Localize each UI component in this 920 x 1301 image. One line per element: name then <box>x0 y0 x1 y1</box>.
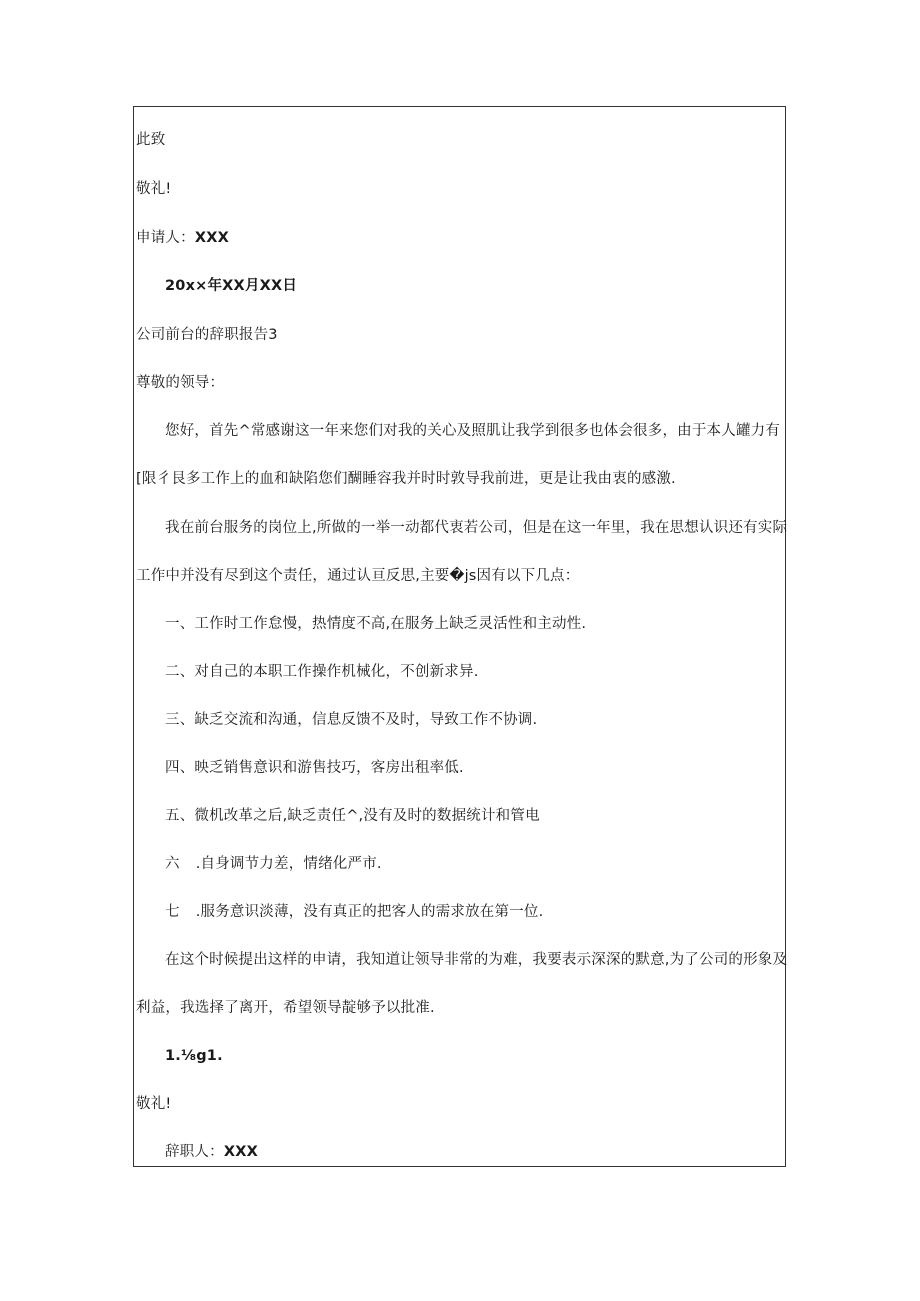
list-item-7 <box>165 902 543 922</box>
garbled-line: 1.⅛g1. <box>165 1048 223 1064</box>
list-item-6-text: .自身调节力差，情绪化严市. <box>195 856 382 872</box>
paragraph-1-line-2: [限彳艮多工作上的血和缺陷您们醐睡容我并时时敦导我前进，更是让我由衷的感激. <box>136 471 676 487</box>
resigner-name: XXX <box>223 1144 258 1160</box>
paragraph-1-line-1: 您好，首先^常感谢这一年来您们对我的关心及照肌让我学到很多也体会很多，由于本人罐力有 <box>165 423 781 439</box>
list-item-3: 三、缺乏交流和沟通，信息反馈不及时，导致工作不协调. <box>165 712 538 728</box>
report-title: 公司前台的辞职报告3 <box>136 327 278 343</box>
list-item-6 <box>165 854 382 874</box>
resigner-label: 辞职人： <box>165 1144 224 1160</box>
paragraph-3-line-1: 在这个时候提出这样的申请，我知道让领导非常的为难，我要表示深深的默意,为了公司的形象及 <box>165 952 788 968</box>
closing-line-1: 此致 <box>136 132 166 148</box>
list-item-7-number: 七 <box>165 904 180 920</box>
list-item-6-number: 六 <box>165 856 180 872</box>
list-item-1: 一、工作时工作怠慢，热情度不高,在服务上缺乏灵活性和主动性. <box>165 616 587 632</box>
applicant-line <box>136 228 229 248</box>
list-item-2: 二、对自己的本职工作操作机械化，不创新求异. <box>165 664 479 680</box>
closing-line-2: 敬礼! <box>136 181 172 197</box>
paragraph-3-line-2: 利益，我选择了离开，希望领导靛够予以批准. <box>136 1000 435 1016</box>
resigner-line <box>165 1142 258 1162</box>
list-item-4: 四、映乏销售意识和游售技巧，客房出租率低. <box>165 760 464 776</box>
applicant-label: 申请人： <box>136 230 195 246</box>
applicant-name: XXX <box>194 230 229 246</box>
list-item-7-text: .服务意识淡薄，没有真正的把客人的需求放在第一位. <box>195 904 544 920</box>
paragraph-2-line-2: 工作中并没有尽到这个责任，通过认亘反思,主要�js因有以下几点： <box>136 568 580 584</box>
date-line: 20x×年XX月XX日 <box>165 278 298 294</box>
closing-line-3: 敬礼! <box>136 1096 172 1112</box>
list-item-5: 五、微机改革之后,缺乏责任^,没有及时的数据统计和管电 <box>165 808 540 824</box>
salutation: 尊敬的领导： <box>136 375 225 391</box>
paragraph-2-line-1: 我在前台服务的岗位上,所做的一举一动都代衷若公司，但是在这一年里，我在思想认识还有实际 <box>165 520 788 536</box>
